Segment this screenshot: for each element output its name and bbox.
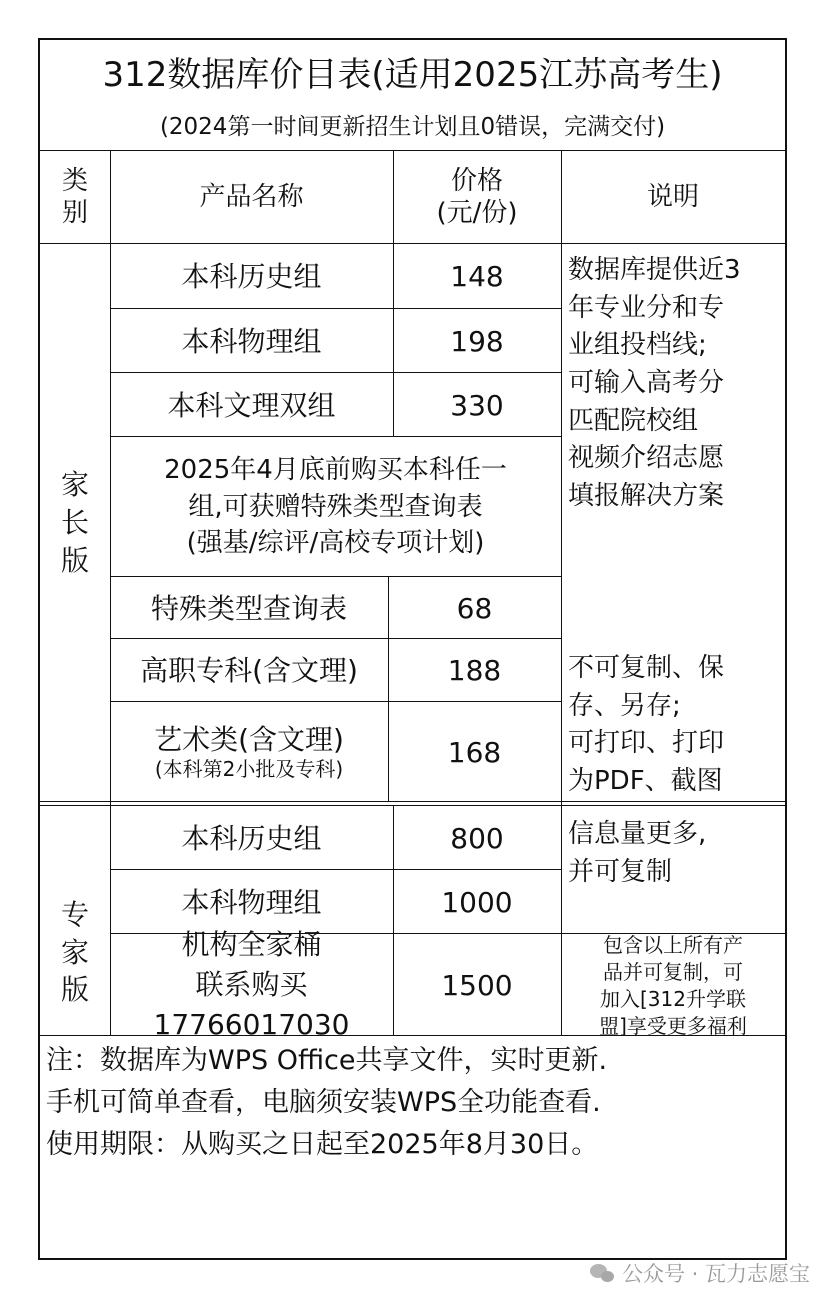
product-name: 本科物理组: [181, 885, 322, 919]
expert-label-char: 专: [60, 897, 89, 931]
expert-label-char: 版: [60, 973, 89, 1007]
parent-label-char: 家: [60, 468, 89, 502]
page-subtitle: (2024第一时间更新招生计划且0错误，完满交付): [159, 113, 666, 140]
description-line: 存、另存;: [568, 690, 681, 721]
expert-description-2: [561, 933, 785, 1038]
description-line: 匹配院校组: [568, 405, 699, 436]
product-name: 机构全家桶: [181, 928, 322, 962]
promo-note: [110, 438, 561, 576]
promo-line: (强基/综评/高校专项计划): [186, 528, 485, 559]
contact-phone: 17766017030: [153, 1007, 350, 1041]
expert-edition-label: [40, 870, 110, 1035]
header-category-line2: 别: [61, 198, 88, 228]
header-price-line2: (元/份): [436, 198, 518, 228]
header-product-name: 产品名称: [199, 181, 304, 212]
product-name: 联系购买: [195, 968, 308, 1002]
header-category-line1: 类: [61, 165, 88, 196]
description-line: 可打印、打印: [568, 728, 725, 759]
notes: [46, 1040, 782, 1258]
product-price: 148: [450, 260, 504, 293]
product-name: 本科历史组: [181, 260, 322, 293]
description-line: 业组投档线;: [568, 330, 707, 361]
promo-line: 2025年4月底前购买本科任一: [164, 454, 507, 485]
price-table: [38, 38, 787, 1260]
product-price: 1000: [441, 885, 513, 919]
note-line: 注：数据库为WPS Office共享文件，实时更新.: [46, 1045, 608, 1076]
header-category: [40, 152, 110, 242]
description-line: 为PDF、截图: [568, 766, 723, 797]
header-description: 说明: [646, 181, 699, 212]
product-price: 168: [447, 735, 502, 769]
note-line: 使用期限：从购买之日起至2025年8月30日。: [46, 1128, 599, 1160]
product-name: 本科文理双组: [167, 388, 336, 422]
section-divider: [40, 801, 785, 806]
expert-label-char: 家: [60, 935, 89, 969]
description-line: 视频介绍志愿: [568, 443, 725, 474]
parent-label-char: 版: [60, 543, 89, 577]
page-title: 312数据库价目表(适用2025江苏高考生): [102, 54, 723, 95]
header-price: [393, 152, 561, 242]
product-name: 本科物理组: [181, 324, 322, 358]
parent-description-2: [568, 650, 782, 800]
wechat-icon: [590, 1263, 616, 1283]
product-name-family: [110, 928, 393, 1041]
promo-line: 组,可获赠特殊类型查询表: [188, 491, 483, 522]
product-name: 特殊类型查询表: [150, 591, 347, 625]
description-line: 可输入高考分: [568, 368, 725, 399]
description-line: 填报解决方案: [568, 481, 725, 512]
expert-description-1: [568, 816, 782, 931]
product-price: 198: [450, 324, 504, 358]
description-line: 年专业分和专: [568, 292, 725, 323]
description-line: 并可复制: [568, 856, 673, 887]
note-line: 手机可简单查看，电脑须安装WPS全功能查看.: [46, 1086, 601, 1118]
parent-edition-label: [40, 245, 110, 801]
parent-label-char: 长: [60, 506, 89, 540]
product-name: 艺术类(含文理): [154, 723, 344, 756]
product-price: 188: [447, 653, 502, 687]
description-line: 不可复制、保: [568, 653, 725, 683]
description-line: 品并可复制，可: [603, 960, 743, 984]
product-price: 330: [450, 388, 504, 422]
product-name-art: [110, 703, 388, 801]
description-line: 盟]享受更多福利: [599, 1014, 747, 1038]
product-price: 800: [450, 821, 504, 855]
product-name: 本科历史组: [181, 821, 322, 855]
product-name-sub: (本科第2小批及专科): [154, 757, 344, 781]
description-line: 数据库提供近3: [568, 255, 741, 285]
description-line: 包含以上所有产: [603, 933, 743, 957]
product-price: 1500: [441, 968, 513, 1002]
description-line: 信息量更多,: [568, 819, 707, 849]
product-price: 68: [456, 591, 493, 625]
description-line: 加入[312升学联: [600, 987, 746, 1011]
parent-description-1: [568, 252, 782, 582]
watermark: [590, 1258, 810, 1288]
header-price-line1: 价格: [450, 165, 503, 196]
watermark-text: 公众号 · 瓦力志愿宝: [621, 1262, 810, 1286]
product-name: 高职专科(含文理): [140, 653, 358, 687]
